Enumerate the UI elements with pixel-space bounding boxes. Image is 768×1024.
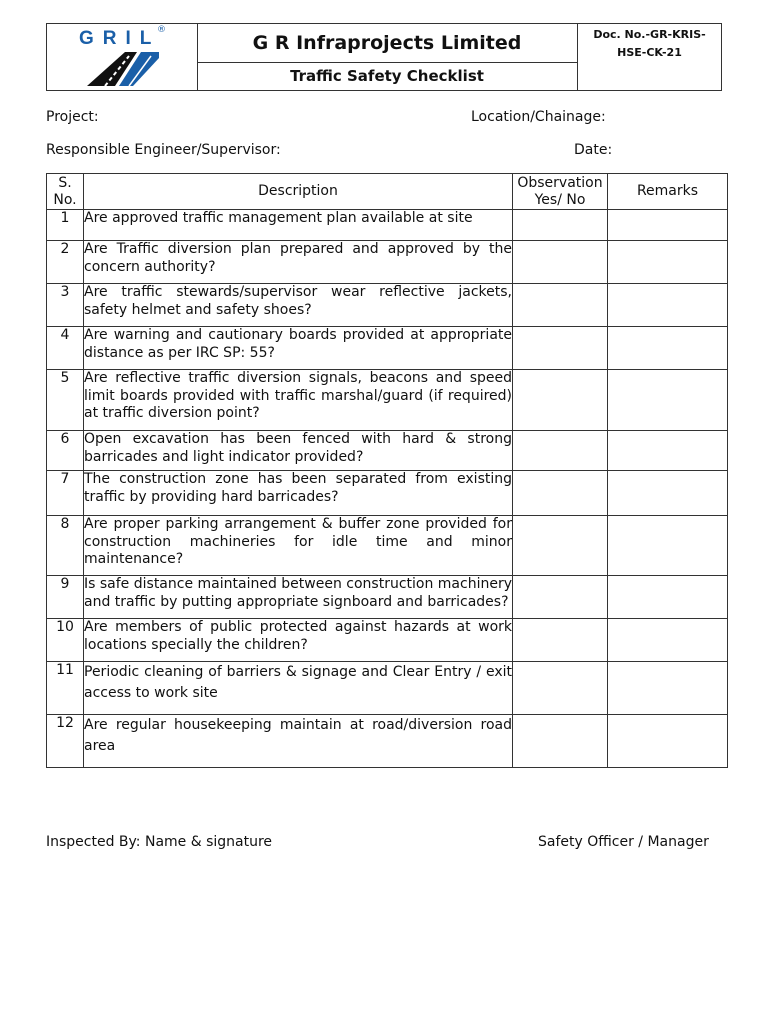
road-logo-icon [85,50,161,88]
location-label: Location/Chainage: [471,109,606,125]
table-row [47,327,728,370]
table-row [47,662,728,715]
row-number: 11 [47,662,84,715]
row-number: 1 [47,210,84,241]
row-description: The construction zone has been separated from existing traffic by providing hard barricades? [84,471,513,516]
row-number: 6 [47,431,84,471]
table-row [47,619,728,662]
observation-cell[interactable] [513,370,608,431]
observation-cell[interactable] [513,662,608,715]
doc-number-line2: HSE-CK-21 [617,46,682,59]
row-description: Are members of public protected against hazards at work locations specially the children? [84,619,513,662]
row-description: Is safe distance maintained between construction machinery and traffic by putting appropriate signboard and barricades? [84,576,513,619]
header-observation: Observation Yes/ No [513,174,608,210]
remarks-cell[interactable] [608,431,728,471]
row-number: 4 [47,327,84,370]
remarks-cell[interactable] [608,284,728,327]
row-description: Are regular housekeeping maintain at road/diversion road area [84,715,513,768]
table-row [47,370,728,431]
table-row [47,284,728,327]
safety-officer-label: Safety Officer / Manager [538,834,709,850]
table-row [47,471,728,516]
table-row [47,431,728,471]
row-number: 8 [47,516,84,576]
remarks-cell[interactable] [608,662,728,715]
observation-cell[interactable] [513,241,608,284]
remarks-cell[interactable] [608,576,728,619]
observation-cell[interactable] [513,431,608,471]
registered-mark: ® [157,25,166,35]
row-number: 5 [47,370,84,431]
row-description: Are approved traffic management plan available at site [84,210,513,241]
project-label: Project: [46,109,99,125]
table-row [47,516,728,576]
table-header-row [47,174,728,210]
document-title: Traffic Safety Checklist [197,62,578,90]
date-label: Date: [574,142,613,158]
row-number: 7 [47,471,84,516]
table-row [47,210,728,241]
engineer-label: Responsible Engineer/Supervisor: [46,142,281,158]
observation-cell[interactable] [513,327,608,370]
header-sno: S. No. [47,174,84,210]
remarks-cell[interactable] [608,327,728,370]
observation-cell[interactable] [513,284,608,327]
company-logo-text: GRIL [79,28,161,49]
observation-cell[interactable] [513,619,608,662]
row-description: Periodic cleaning of barriers & signage and Clear Entry / exit access to work site [84,662,513,715]
observation-cell[interactable] [513,715,608,768]
document-number [578,24,721,66]
row-number: 9 [47,576,84,619]
company-name: G R Infraprojects Limited [197,24,578,63]
row-description: Are proper parking arrangement & buffer zone provided for construction machineries for idle time and minor maintenance? [84,516,513,576]
checklist-table [46,173,728,768]
row-number: 10 [47,619,84,662]
doc-number-line1: Doc. No.-GR-KRIS- [593,28,706,41]
remarks-cell[interactable] [608,210,728,241]
row-number: 2 [47,241,84,284]
header-description: Description [84,174,513,210]
table-row [47,715,728,768]
observation-cell[interactable] [513,210,608,241]
table-row [47,241,728,284]
row-description: Are traffic stewards/supervisor wear reflective jackets, safety helmet and safety shoes? [84,284,513,327]
row-number: 12 [47,715,84,768]
remarks-cell[interactable] [608,471,728,516]
remarks-cell[interactable] [608,241,728,284]
inspected-by-label: Inspected By: Name & signature [46,834,273,850]
remarks-cell[interactable] [608,516,728,576]
document-header [46,23,722,91]
row-description: Are Traffic diversion plan prepared and approved by the concern authority? [84,241,513,284]
observation-cell[interactable] [513,471,608,516]
row-description: Are reflective traffic diversion signals, beacons and speed limit boards provided with traffic marshal/guard (if required) at traffic diversion point? [84,370,513,431]
remarks-cell[interactable] [608,370,728,431]
row-number: 3 [47,284,84,327]
header-remarks: Remarks [608,174,728,210]
remarks-cell[interactable] [608,715,728,768]
table-row [47,576,728,619]
observation-cell[interactable] [513,516,608,576]
row-description: Open excavation has been fenced with hard & strong barricades and light indicator provided? [84,431,513,471]
logo-cell [47,24,198,90]
remarks-cell[interactable] [608,619,728,662]
observation-cell[interactable] [513,576,608,619]
row-description: Are warning and cautionary boards provided at appropriate distance as per IRC SP: 55? [84,327,513,370]
